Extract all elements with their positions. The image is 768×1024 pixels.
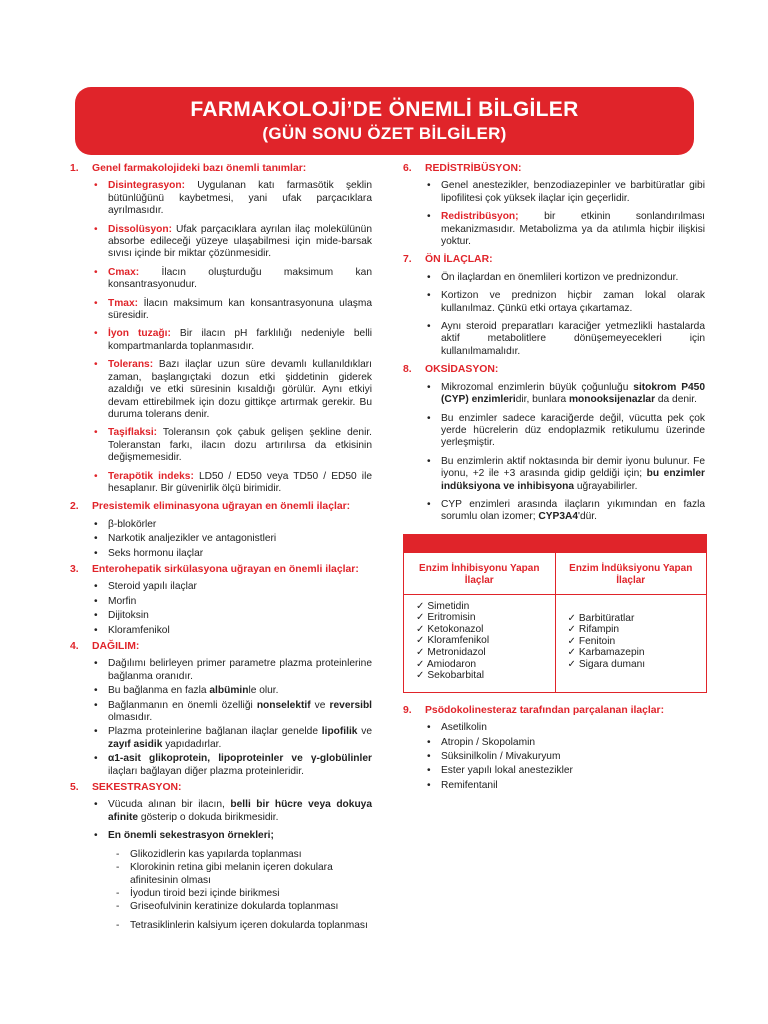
text: Bu bağlanma en fazla — [108, 685, 210, 697]
bold-text: reversibl — [329, 699, 373, 711]
term: Cmax: — [108, 266, 140, 278]
section-title: Psödokolinesteraz tarafından parçalanan ilaçlar: — [425, 704, 665, 716]
bold-text: albümin — [209, 685, 249, 697]
list-item: ✓ Barbitüratlar — [568, 613, 701, 625]
bold-text: bu enzimler indüksiyona ve inhibisyona — [441, 468, 705, 492]
text: ilaçları bağlayan diğer plazma proteinleridir. — [108, 765, 304, 777]
text: CYP enzimleri arasında ilaçların yıkımından en fazla sorumlu olan izomer; — [441, 498, 705, 523]
list-item: ✓ Eritromisin — [416, 612, 549, 624]
term: Taşiflaksi: — [108, 427, 158, 439]
sequestration-examples — [70, 849, 372, 932]
list-item — [427, 499, 705, 524]
list-item: ✓ Sigara dumanı — [568, 659, 701, 671]
section-number: 8. — [403, 364, 412, 376]
list-item: - Tetrasiklinlerin kalsiyum içeren dokularda toplanması — [116, 920, 372, 932]
column-header-induction: Enzim İndüksiyonu Yapan İlaçlar — [569, 562, 693, 587]
list-item: • Steroid yapılı ilaçlar — [94, 581, 372, 593]
section-number: 4. — [70, 641, 79, 652]
list-item: • Dijitoksin — [94, 610, 372, 622]
text: bir etkinin sonlandırılması mekanizmasıdır. Metabolizma ya da atılımla hiçbir ilişkisi yoktur. — [441, 211, 705, 248]
list-item: - Klorokinin retina gibi melanin içeren dokulara afinitesinin olması — [116, 862, 372, 887]
list-item: • Asetilkolin — [427, 722, 705, 734]
title-banner — [75, 87, 694, 155]
section-9-heading — [403, 705, 705, 717]
text: yapıdadırlar. — [162, 738, 222, 750]
definition: Bir ilacın pH farklılığı nedeniyle belli kompartmanlarda toplanmasıdır. — [108, 328, 372, 352]
list-item: • Narkotik analjezikler ve antagonistleri — [94, 533, 372, 545]
text: uğrayabilirler. — [574, 480, 638, 492]
section-3-heading — [70, 564, 372, 576]
list-item: • Süksinilkolin / Mivakuryum — [427, 751, 705, 763]
bold-text: sitokrom P450 (CYP) enzimleri — [441, 381, 705, 406]
bold-text: CYP3A4 — [538, 511, 579, 523]
list-item: • Aynı steroid preparatları karaciğer yetmezlikli hastalarda aktif metabolitlere dönüşemeyecekleri için kullanılmamalıdır. — [427, 321, 705, 358]
list-item: - İyodun tiroid bezi içinde birikmesi — [116, 888, 372, 900]
inducer-list — [556, 595, 707, 692]
pseudocholinesterase-list — [403, 722, 705, 792]
list-item — [94, 726, 372, 751]
section-title: ÖN İLAÇLAR: — [425, 254, 493, 266]
inhibitor-list — [404, 595, 556, 692]
list-item — [94, 700, 372, 725]
term: Tolerans: — [108, 359, 154, 371]
list-item: ✓ Rifampin — [568, 624, 701, 636]
text: ve — [310, 699, 330, 711]
page-subtitle: (GÜN SONU ÖZET BİLGİLER) — [262, 124, 507, 143]
list-item: • Kloramfenikol — [94, 625, 372, 637]
list-item: • Ester yapılı lokal anestezikler — [427, 765, 705, 777]
section-title: Presistemik eliminasyona uğrayan en önemli ilaçlar: — [92, 501, 351, 513]
right-column — [403, 163, 705, 796]
term: Dissolüsyon: — [108, 223, 172, 235]
list-item: ✓ Ketokonazol — [416, 624, 549, 636]
list-item: ✓ Kloramfenikol — [416, 635, 549, 647]
list-item — [94, 753, 372, 778]
list-item: • Kortizon ve prednizon hiçbir zaman lokal olarak kullanılmaz. Çünkü etki ortaya çıkartamaz. — [427, 290, 705, 315]
section-2-heading — [70, 501, 372, 513]
list-item: • Morfin — [94, 596, 372, 608]
definition: Bazı ilaçlar uzun süre devamlı kullanıldıkları zaman, başlangıçtaki dozun etki şiddetinin giderek azaldığı ve etki süresinin kısaldığı görülür. Aynı etkiyi devam ettirebilmek için dozu gittikçe artırmak gerekir. Bu duruma tolerans denir. — [108, 359, 372, 420]
enterohepatic-list — [70, 581, 372, 637]
list-item — [94, 427, 372, 464]
term: Tmax: — [108, 297, 139, 309]
section-number: 6. — [403, 163, 412, 174]
bold-text: α1-asit glikoprotein, lipoproteinler ve γ-globülinler — [108, 753, 372, 765]
table-body — [404, 594, 706, 692]
text: 'dür. — [578, 511, 597, 523]
text: Bağlanmanın en önemli özelliği — [108, 699, 257, 711]
section-title: OKSİDASYON: — [425, 364, 499, 376]
term: Disintegrasyon: — [108, 180, 185, 192]
definition: Toleransın çok çabuk gelişen şekline denir. Toleranstan farkı, ilacın dozu artırılırsa da etkisinin değişmemesidir. — [108, 427, 372, 464]
sequestration-list — [70, 799, 372, 842]
presystemic-list — [70, 519, 372, 560]
list-item — [94, 298, 372, 323]
list-item: ✓ Karbamazepin — [568, 647, 701, 659]
section-number: 2. — [70, 501, 79, 513]
section-title: Enterohepatik sirkülasyona uğrayan en önemli ilaçlar: — [92, 563, 359, 575]
section-title: SEKESTRASYON: — [92, 782, 182, 794]
list-item — [94, 830, 372, 842]
section-number: 9. — [403, 704, 412, 716]
section-4-heading — [70, 641, 372, 653]
list-item — [427, 382, 705, 407]
list-item: ✓ Metronidazol — [416, 647, 549, 659]
list-item — [94, 267, 372, 292]
definition: İlacın maksimum kan konsantrasyonuna ulaşma süresidir. — [108, 297, 372, 322]
list-item — [94, 180, 372, 217]
section-number: 7. — [403, 254, 412, 266]
definitions-list — [70, 180, 372, 495]
table-header-row — [404, 553, 706, 594]
text: Vücuda alınan bir ilacın, — [108, 799, 231, 811]
prodrug-list — [403, 272, 705, 358]
definition: Ufak parçacıklara ayrılan ilaç molekülünün absorbe edileceği yüzeye ulaşabilmesi için mide-barsak sıvısı içinde bir miktar çözünmesidir. — [108, 223, 372, 260]
list-item: • β-blokörler — [94, 519, 372, 531]
section-number: 1. — [70, 163, 79, 174]
list-item — [94, 685, 372, 697]
section-title: REDİSTRİBÜSYON: — [425, 163, 522, 174]
distribution-list — [70, 658, 372, 778]
section-8-heading — [403, 364, 705, 376]
bold-text: belli bir hücre veya dokuya afinite — [108, 799, 372, 823]
section-title: Genel farmakolojideki bazı önemli tanımlar: — [92, 163, 307, 174]
list-item: • Ön ilaçlardan en önemlileri kortizon ve prednizondur. — [427, 272, 705, 284]
oxidation-list — [403, 382, 705, 524]
definition: Uygulanan katı farmasötik şeklin bütünlüğünü kaybetmesi, yani ufak parçacıklara ayrılmasıdır. — [108, 180, 372, 217]
section-number: 5. — [70, 782, 79, 794]
list-item: ✓ Amiodaron — [416, 659, 549, 671]
list-item — [94, 799, 372, 824]
list-item: • Remifentanil — [427, 780, 705, 792]
section-1-heading — [70, 163, 372, 175]
bold-text: En önemli sekestrasyon örnekleri; — [108, 830, 274, 842]
section-5-heading — [70, 782, 372, 794]
left-column — [70, 163, 372, 936]
list-item: • Bu enzimler sadece karaciğerde değil, vücutta pek çok yerde hücrelerin düz endoplazmik retikulumu üzerinde yerleşmiştir. — [427, 413, 705, 450]
text: da denir. — [655, 394, 697, 406]
text: Mikrozomal enzimlerin büyük çoğunluğu — [441, 381, 634, 393]
list-item: ✓ Simetidin — [416, 601, 549, 613]
text: ve — [357, 726, 373, 738]
bold-text: nonselektif — [256, 699, 311, 711]
list-item — [427, 211, 705, 248]
definition: LD50 / ED50 veya TD50 / ED50 ile hesaplanır. Bir güvenirlik ölçü birimidir. — [108, 470, 372, 494]
list-item: ✓ Fenitoin — [568, 636, 701, 648]
list-item: - Griseofulvinin keratinize dokularda toplanması — [116, 901, 372, 913]
list-item: • Seks hormonu ilaçlar — [94, 548, 372, 560]
text: Bu enzimlerin aktif noktasında bir demir iyonu bulunur. Fe iyonu, +2 ile +3 arasında gidip geldiği için; — [441, 455, 705, 480]
list-item — [427, 456, 705, 493]
text: gösterip o dokuda birikmesidir. — [138, 811, 279, 823]
section-title: DAĞILIM: — [92, 641, 140, 652]
text: olmasıdır. — [108, 712, 153, 724]
list-item — [94, 224, 372, 261]
list-item — [94, 471, 372, 496]
redistribution-list — [403, 180, 705, 248]
text: le olur. — [248, 685, 279, 697]
list-item: - Glikozidlerin kas yapılarda toplanması — [116, 849, 372, 861]
list-item: • Genel anestezikler, benzodiazepinler ve barbitüratlar gibi lipofilitesi çok yüksek ilaçlar için geçerlidir. — [427, 180, 705, 205]
page-title: FARMAKOLOJİ’DE ÖNEMLİ BİLGİLER — [190, 98, 579, 121]
list-item — [94, 359, 372, 421]
text: dir, bunlara — [515, 394, 569, 406]
bold-text: monooksijenazlar — [568, 394, 656, 406]
list-item: • Atropin / Skopolamin — [427, 737, 705, 749]
bold-text: zayıf asidik — [108, 738, 163, 750]
text: Plazma proteinlerine bağlanan ilaçlar genelde — [108, 726, 322, 738]
list-item: • Dağılımı belirleyen primer parametre plazma proteinlerine bağlanma oranıdır. — [94, 658, 372, 683]
list-item — [94, 328, 372, 353]
term: Redistribüsyon; — [441, 211, 519, 223]
table-header-bar — [404, 535, 706, 553]
term: İyon tuzağı: — [108, 328, 171, 340]
enzyme-table — [403, 534, 707, 693]
section-7-heading — [403, 254, 705, 266]
definition: İlacın oluşturduğu maksimum kan konsantrasyonudur. — [108, 266, 372, 291]
section-6-heading — [403, 163, 705, 175]
bold-text: lipofilik — [321, 726, 358, 738]
list-item: ✓ Sekobarbital — [416, 670, 549, 682]
column-header-inhibition: Enzim İnhibisyonu Yapan İlaçlar — [404, 553, 556, 594]
section-number: 3. — [70, 563, 79, 575]
term: Terapötik indeks: — [108, 470, 194, 482]
